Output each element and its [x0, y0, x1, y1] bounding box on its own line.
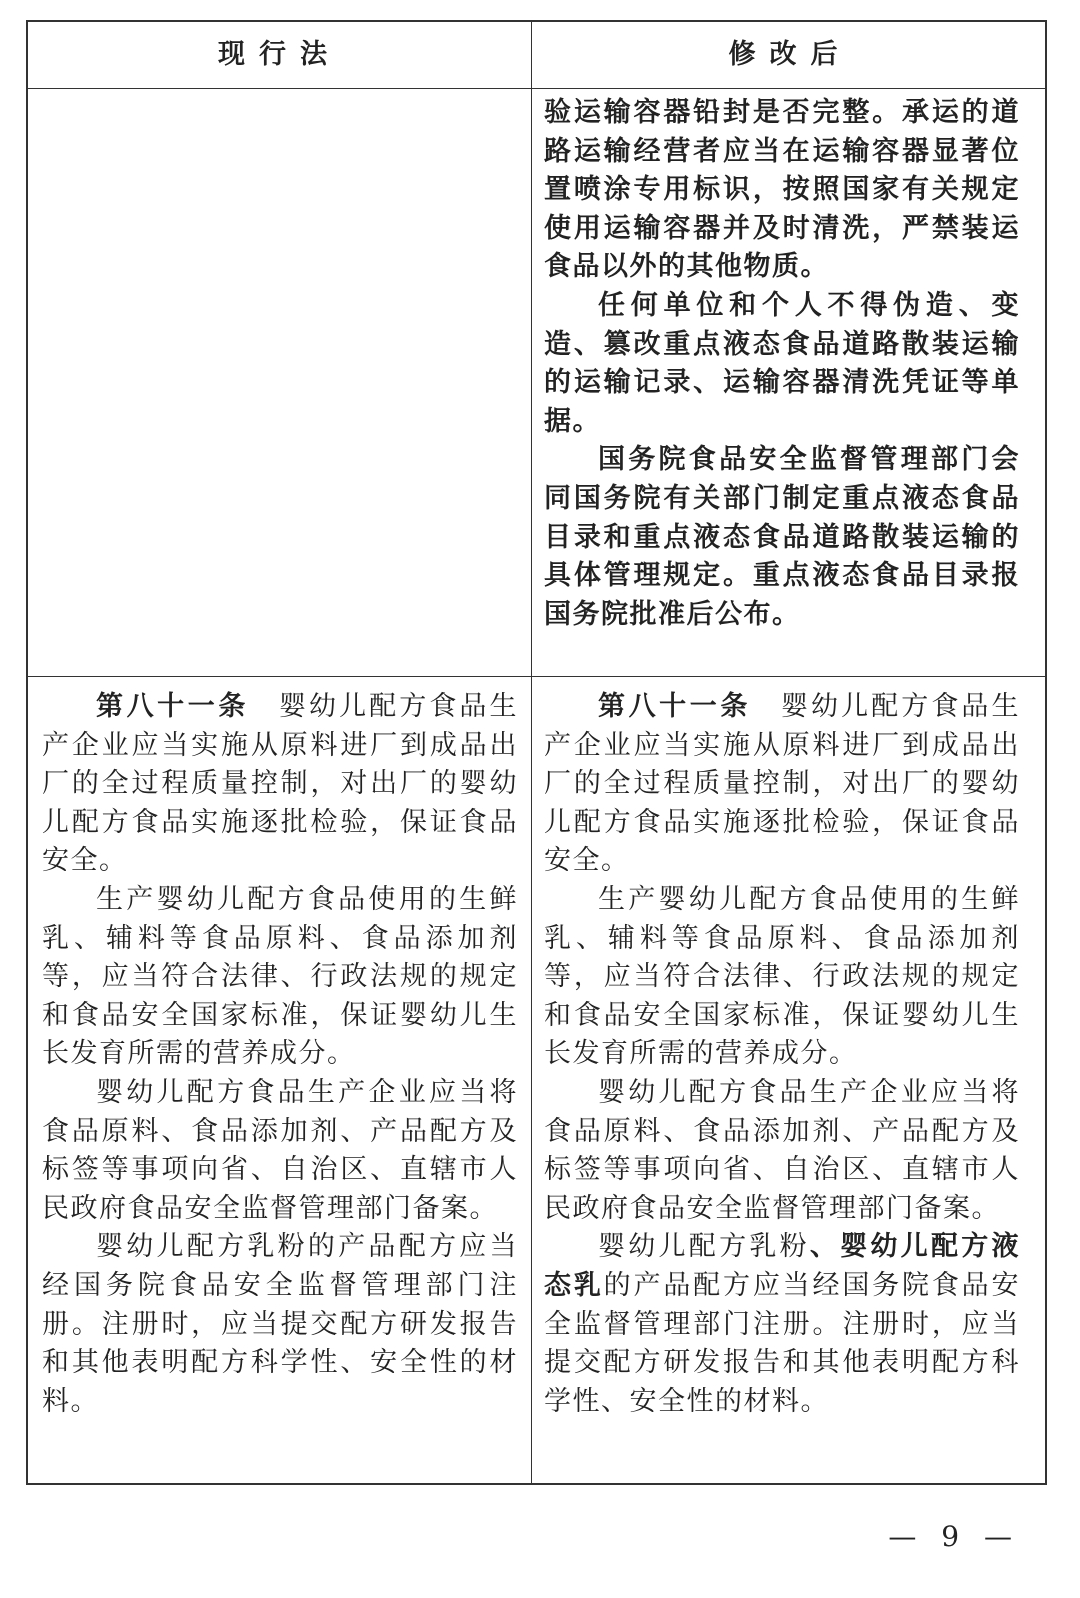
article-number: 第八十一条 [598, 691, 751, 722]
paragraph-text: 婴幼儿配方食品生产企业应当实施从原料进厂到成品出厂的全过程质量控制，对出厂的婴幼儿配方食品实施逐批检验，保证食品安全。 [544, 691, 1021, 877]
article-number: 第八十一条 [96, 691, 249, 722]
header-current-law: 现行法 [218, 39, 341, 70]
row-divider [28, 676, 1045, 677]
row1-paragraph: 国务院食品安全监督管理部门会同国务院有关部门制定重点液态食品目录和重点液态食品道路散装运输的具体管理规定。重点液态食品目录报国务院批准后公布。 [544, 444, 1020, 630]
column-divider [531, 22, 532, 1483]
paragraph: 婴幼儿配方乳粉的产品配方应当经国务院食品安全监督管理部门注册。注册时，应当提交配方研发报告和其他表明配方科学性、安全性的材料。 [42, 1231, 518, 1417]
row2-current-law-cell [42, 688, 518, 1421]
paragraph: 生产婴幼儿配方食品使用的生鲜乳、辅料等食品原料、食品添加剂等，应当符合法律、行政法规的规定和食品安全国家标准，保证婴幼儿生长发育所需的营养成分。 [42, 883, 518, 1070]
header-divider [28, 88, 1045, 89]
header-amended: 修改后 [728, 39, 852, 70]
article-paragraph [544, 688, 1020, 881]
comparison-table [26, 20, 1047, 1485]
article-paragraph [42, 688, 518, 881]
row2-amended-cell [544, 688, 1020, 1421]
paragraph: 生产婴幼儿配方食品使用的生鲜乳、辅料等食品原料、食品添加剂等，应当符合法律、行政法规的规定和食品安全国家标准，保证婴幼儿生长发育所需的营养成分。 [544, 883, 1020, 1070]
paragraph [544, 1228, 1020, 1421]
paragraph: 婴幼儿配方食品生产企业应当将食品原料、食品添加剂、产品配方及标签等事项向省、自治区、直辖市人民政府食品安全监督管理部门备案。 [544, 1076, 1020, 1224]
paragraph: 婴幼儿配方食品生产企业应当将食品原料、食品添加剂、产品配方及标签等事项向省、自治区、直辖市人民政府食品安全监督管理部门备案。 [42, 1076, 518, 1224]
paragraph-text: 婴幼儿配方乳粉 [598, 1231, 810, 1263]
row1-paragraph: 任何单位和个人不得伪造、变造、篡改重点液态食品道路散装运输的运输记录、运输容器清洗凭证等单据。 [544, 289, 1020, 437]
row1-paragraph: 验运输容器铅封是否完整。承运的道路运输经营者应当在运输容器显著位置喷涂专用标识，按照国家有关规定使用运输容器并及时清洗，严禁装运食品以外的其他物质。 [544, 97, 1020, 283]
paragraph-text: 的产品配方应当经国务院食品安全监督管理部门注册。注册时，应当提交配方研发报告和其他表明配方科学性、安全性的材料。 [544, 1269, 1021, 1417]
page-number: — 9 — [888, 1520, 1020, 1553]
amended-insertion: 、婴幼儿配方液态乳 [544, 1231, 1021, 1301]
row1-amended-cell [544, 94, 1020, 634]
paragraph-text: 婴幼儿配方食品生产企业应当实施从原料进厂到成品出厂的全过程质量控制，对出厂的婴幼儿配方食品实施逐批检验，保证食品安全。 [42, 691, 519, 877]
